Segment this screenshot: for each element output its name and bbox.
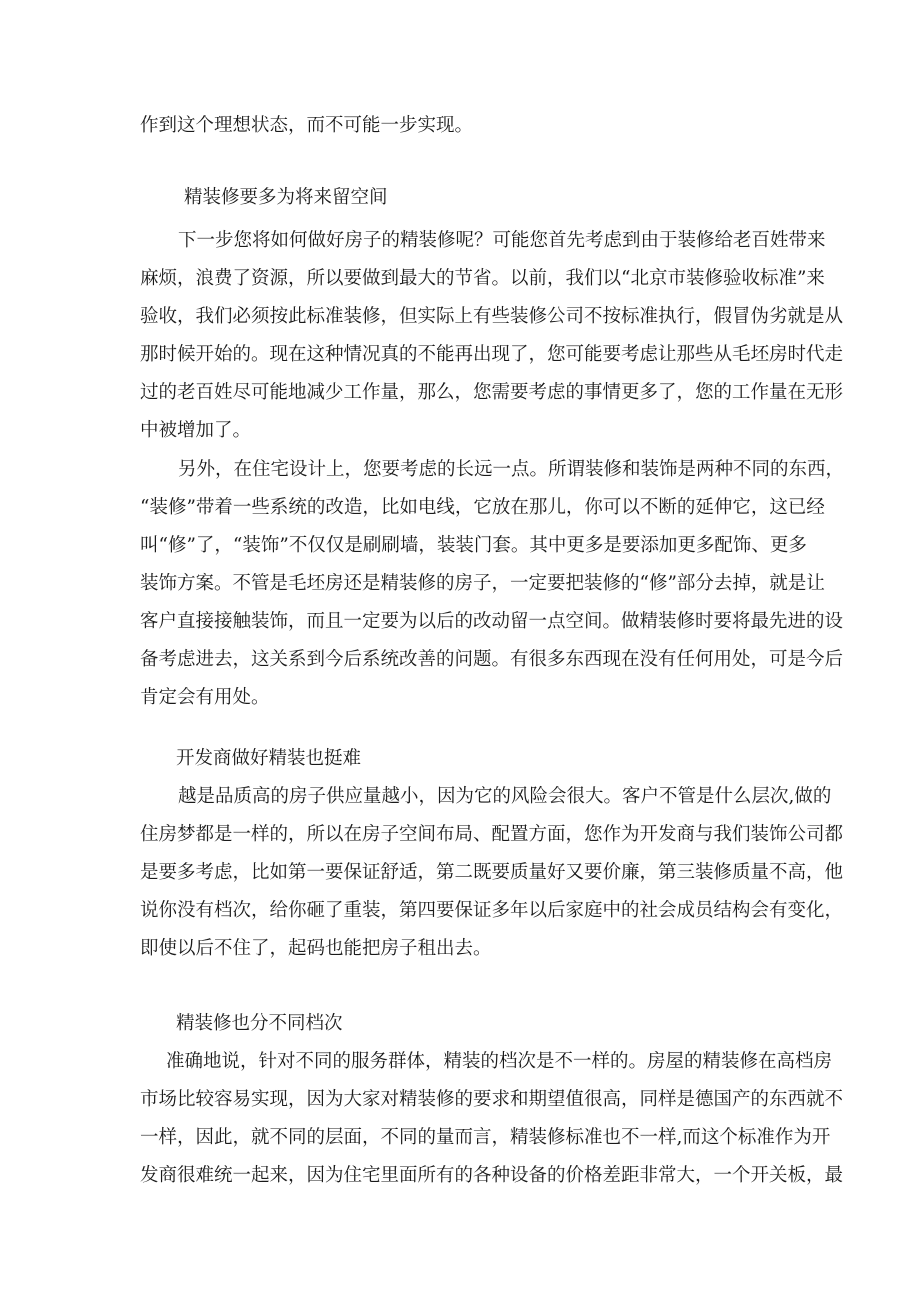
paragraph-line: 一样，因此，就不同的层面，不同的量而言，精装修标准也不一样,而这个标准作为开	[140, 1127, 831, 1148]
paragraph-line: 下一步您将如何做好房子的精装修呢？可能您首先考虑到由于装修给老百姓带来	[178, 230, 826, 251]
paragraph-line: 住房梦都是一样的，所以在房子空间布局、配置方面，您作为开发商与我们装饰公司都	[140, 824, 844, 845]
paragraph-line: 是要多考虑，比如第一要保证舒适，第二既要质量好又要价廉，第三装修质量不高，他	[140, 862, 844, 883]
paragraph-line: 叫“修”了，“装饰”不仅仅是刷刷墙，装装门套。其中更多是要添加更多配饰、更多	[140, 535, 807, 556]
paragraph-line: 发商很难统一起来，因为住宅里面所有的各种设备的价格差距非常大，一个开关板，最	[140, 1165, 844, 1186]
section-heading-2: 开发商做好精装也挺难	[176, 748, 362, 769]
paragraph-line: 另外，在住宅设计上，您要考虑的长远一点。所谓装修和装饰是两种不同的东西，	[178, 459, 845, 480]
paragraph-line: 市场比较容易实现，因为大家对精装修的要求和期望值很高，同样是德国产的东西就不	[140, 1089, 844, 1110]
paragraph-line: 备考虑进去，这关系到今后系统改善的问题。有很多东西现在没有任何用处，可是今后	[140, 649, 844, 670]
section-heading-1: 精装修要多为将来留空间	[184, 187, 388, 208]
paragraph-line: 即使以后不住了，起码也能把房子租出去。	[140, 938, 492, 959]
paragraph-line: 那时候开始的。现在这种情况真的不能再出现了，您可能要考虑让那些从毛坯房时代走	[140, 344, 844, 365]
intro-line: 作到这个理想状态，而不可能一步实现。	[140, 115, 474, 136]
paragraph-line: 说你没有档次，给你砸了重装，第四要保证多年以后家庭中的社会成员结构会有变化，	[140, 900, 844, 921]
paragraph-line: 麻烦，浪费了资源，所以要做到最大的节省。以前，我们以“北京市装修验收标准”来	[140, 268, 825, 289]
paragraph-line: 肯定会有用处。	[140, 687, 270, 708]
paragraph-line: 准确地说，针对不同的服务群体，精装的档次是不一样的。房屋的精装修在高档房	[166, 1051, 833, 1072]
paragraph-line: 装饰方案。不管是毛坯房还是精装修的房子，一定要把装修的“修”部分去掉，就是让	[140, 573, 825, 594]
paragraph-line: 中被增加了。	[140, 420, 252, 441]
paragraph-line: 过的老百姓尽可能地减少工作量，那么，您需要考虑的事情更多了，您的工作量在无形	[140, 382, 844, 403]
section-heading-3: 精装修也分不同档次	[176, 1013, 343, 1034]
paragraph-line: “装修”带着一些系统的改造，比如电线，它放在那儿，你可以不断的延伸它，这已经	[140, 497, 825, 518]
paragraph-line: 越是品质高的房子供应量越小，因为它的风险会很大。客户不管是什么层次,做的	[178, 786, 832, 807]
paragraph-line: 验收，我们必须按此标准装修，但实际上有些装修公司不按标准执行，假冒伪劣就是从	[140, 306, 844, 327]
paragraph-line: 客户直接接触装饰，而且一定要为以后的改动留一点空间。做精装修时要将最先进的设	[140, 611, 844, 632]
